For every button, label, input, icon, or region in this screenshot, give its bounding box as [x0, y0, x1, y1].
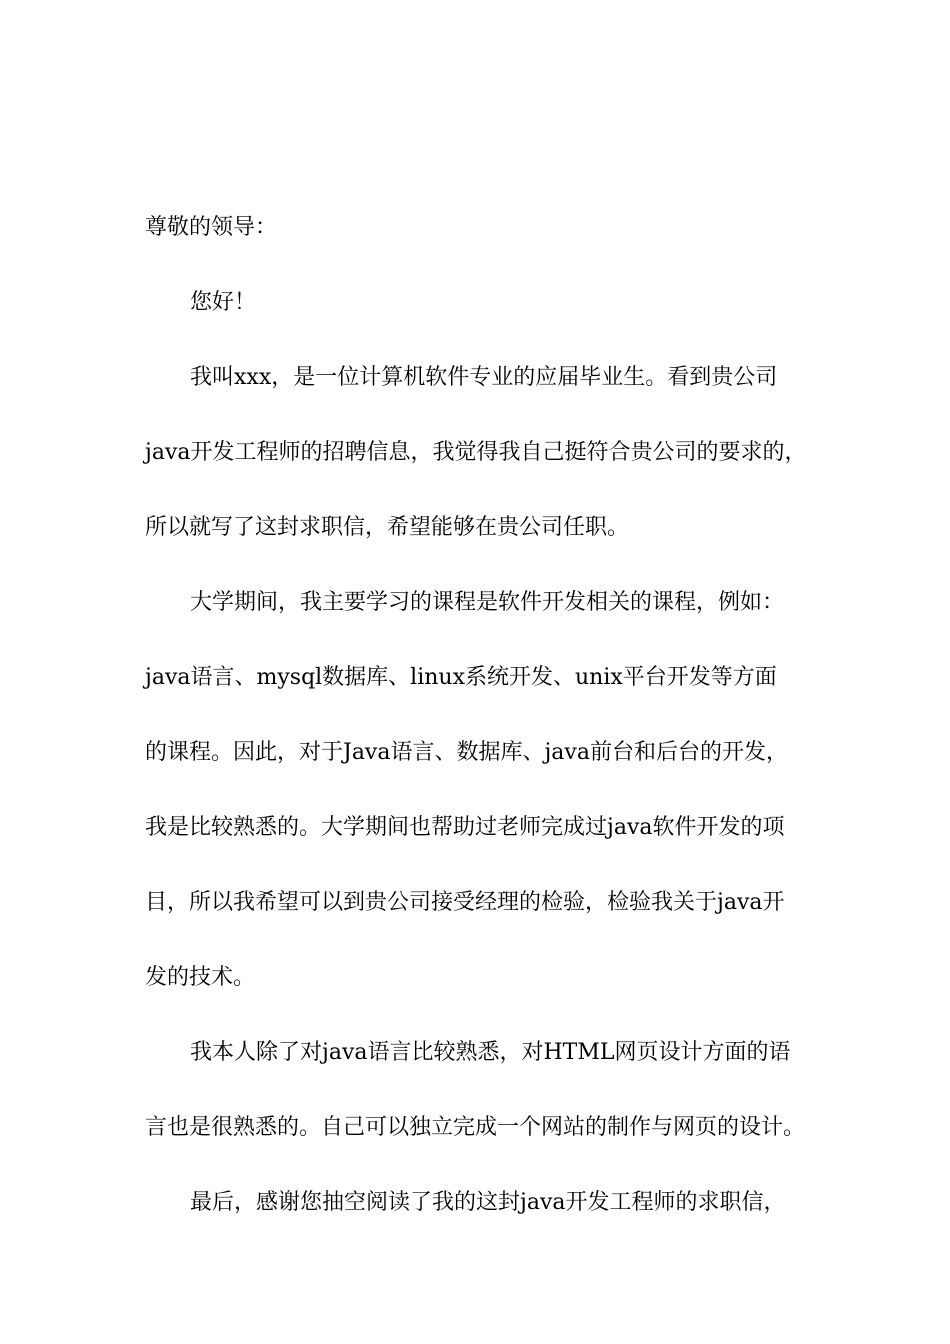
- paragraph-line: java开发工程师的招聘信息，我觉得我自己挺符合贵公司的要求的，: [145, 440, 807, 465]
- paragraph-line: 最后，感谢您抽空阅读了我的这封java开发工程师的求职信，: [190, 1190, 786, 1215]
- salutation: 尊敬的领导：: [145, 215, 278, 240]
- paragraph-line: 我是比较熟悉的。大学期间也帮助过老师完成过java软件开发的项: [145, 815, 785, 840]
- paragraph-line: 我本人除了对java语言比较熟悉，对HTML网页设计方面的语: [190, 1040, 791, 1065]
- paragraph-line: 目，所以我希望可以到贵公司接受经理的检验，检验我关于java开: [145, 890, 785, 915]
- paragraph-line: java语言、mysql数据库、linux系统开发、unix平台开发等方面: [145, 665, 777, 690]
- paragraph-line: 大学期间，我主要学习的课程是软件开发相关的课程，例如：: [190, 590, 785, 615]
- paragraph-line: 言也是很熟悉的。自己可以独立完成一个网站的制作与网页的设计。: [145, 1115, 806, 1140]
- paragraph-line: 发的技术。: [145, 965, 256, 990]
- paragraph-line: 的课程。因此，对于Java语言、数据库、java前台和后台的开发，: [145, 740, 788, 765]
- greeting: 您好！: [190, 290, 257, 315]
- paragraph-line: 所以就写了这封求职信，希望能够在贵公司任职。: [145, 515, 630, 540]
- paragraph-line: 我叫xxx，是一位计算机软件专业的应届毕业生。看到贵公司: [190, 365, 778, 390]
